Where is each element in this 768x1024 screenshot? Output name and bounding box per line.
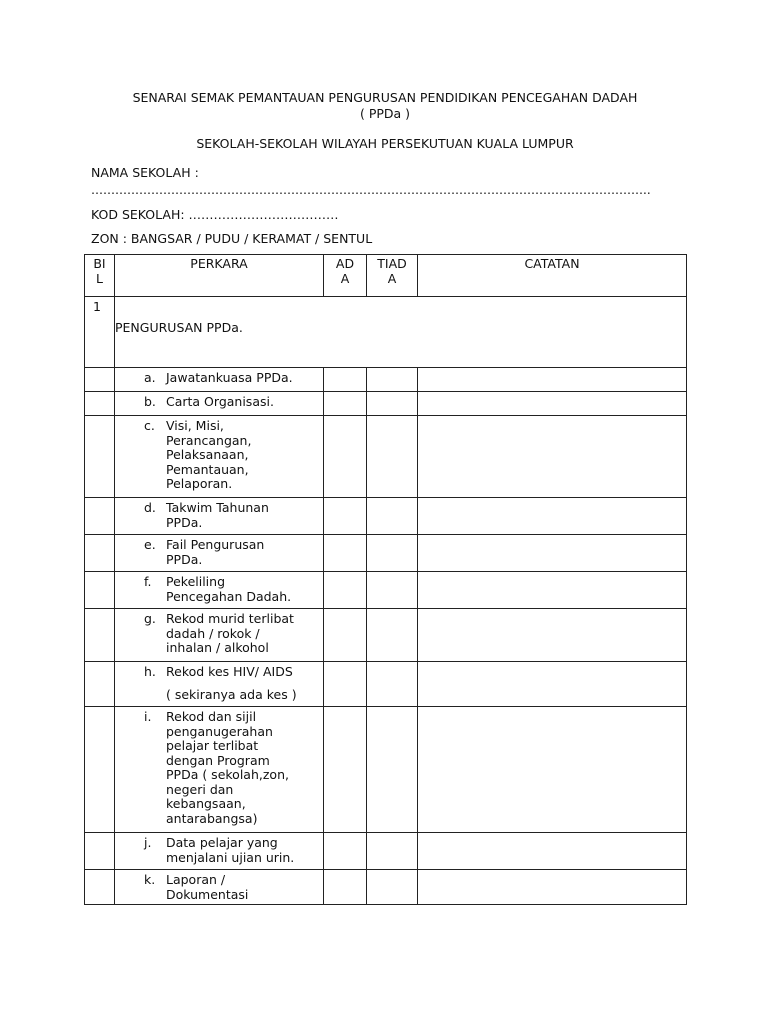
tiada-checkbox-cell[interactable] — [367, 572, 418, 609]
table-row — [85, 662, 687, 707]
item-letter: h. — [144, 664, 156, 679]
item-text-line: inhalan / alkohol — [166, 640, 269, 655]
item-text-line: PPDa. — [166, 551, 203, 567]
section-number: 1 — [85, 297, 115, 368]
tiada-checkbox-cell[interactable] — [367, 870, 418, 905]
section-row — [85, 297, 687, 368]
item-text — [166, 538, 323, 567]
catatan-cell[interactable] — [418, 498, 687, 535]
perkara-cell — [115, 392, 324, 416]
item-text-line: dengan Program — [166, 752, 270, 768]
nama-sekolah-label: NAMA SEKOLAH : — [91, 165, 199, 180]
item-text — [166, 501, 323, 530]
ada-checkbox-cell[interactable] — [324, 609, 367, 662]
perkara-cell — [115, 535, 324, 572]
ada-checkbox-cell[interactable] — [324, 416, 367, 498]
item-letter: j. — [144, 835, 152, 850]
ada-checkbox-cell[interactable] — [324, 707, 367, 833]
table-row — [85, 707, 687, 833]
bil-cell — [85, 833, 115, 870]
item-text-line: Rekod kes HIV/ AIDS — [166, 664, 293, 679]
table-row — [85, 833, 687, 870]
item-text-line: Dokumentasi — [166, 886, 249, 902]
table-row — [85, 609, 687, 662]
item-letter: e. — [144, 537, 156, 552]
item-text-line: Pekeliling — [166, 574, 226, 589]
item-text-line: Jawatankuasa PPDa. — [166, 370, 293, 385]
item-letter: c. — [144, 418, 155, 433]
bil-cell — [85, 662, 115, 707]
item-text — [166, 419, 323, 492]
item-text-line: Perancangan, — [166, 432, 252, 448]
table-row — [85, 498, 687, 535]
nama-sekolah-dots[interactable]: ………………………………………………………………………………………………………………………….. — [91, 183, 651, 197]
tiada-checkbox-cell[interactable] — [367, 662, 418, 707]
title-line-1: SENARAI SEMAK PEMANTAUAN PENGURUSAN PENDIDIKAN PENCEGAHAN DADAH — [132, 90, 638, 105]
bil-cell — [85, 870, 115, 905]
perkara-cell — [115, 498, 324, 535]
catatan-cell[interactable] — [418, 707, 687, 833]
tiada-checkbox-cell[interactable] — [367, 392, 418, 416]
bil-cell — [85, 707, 115, 833]
item-text-line: penganugerahan — [166, 723, 273, 739]
table-row — [85, 392, 687, 416]
catatan-cell[interactable] — [418, 662, 687, 707]
item-text-line: Fail Pengurusan — [166, 537, 265, 552]
ada-checkbox-cell[interactable] — [324, 572, 367, 609]
item-text-line: PPDa ( sekolah,zon, — [166, 767, 289, 782]
item-text — [166, 612, 323, 656]
item-text-line: Carta Organisasi. — [166, 394, 274, 409]
item-text-line: Pencegahan Dadah. — [166, 588, 292, 604]
bil-cell — [85, 416, 115, 498]
header-catatan: CATATAN — [418, 255, 687, 297]
title-line-2: ( PPDa ) — [359, 106, 411, 121]
ada-checkbox-cell[interactable] — [324, 392, 367, 416]
table-row — [85, 535, 687, 572]
item-letter: a. — [144, 370, 156, 385]
item-text — [166, 873, 323, 902]
ada-checkbox-cell[interactable] — [324, 833, 367, 870]
item-letter: b. — [144, 394, 156, 409]
item-text-line: Visi, Misi, — [166, 418, 224, 433]
ada-checkbox-cell[interactable] — [324, 870, 367, 905]
bil-cell — [85, 609, 115, 662]
table-row — [85, 416, 687, 498]
perkara-cell — [115, 833, 324, 870]
item-text-line: ( sekiranya ada kes ) — [166, 686, 297, 702]
perkara-cell — [115, 368, 324, 392]
document-title — [85, 90, 685, 122]
item-text — [166, 371, 323, 386]
perkara-cell — [115, 870, 324, 905]
item-text-line: Data pelajar yang — [166, 835, 278, 850]
table-row — [85, 368, 687, 392]
catatan-cell[interactable] — [418, 416, 687, 498]
tiada-checkbox-cell[interactable] — [367, 833, 418, 870]
perkara-cell — [115, 416, 324, 498]
item-text — [166, 665, 323, 702]
kod-sekolah-label[interactable]: KOD SEKOLAH: ……………………………… — [91, 207, 339, 222]
catatan-cell[interactable] — [418, 368, 687, 392]
catatan-cell[interactable] — [418, 833, 687, 870]
checklist-table — [84, 254, 687, 905]
perkara-cell — [115, 662, 324, 707]
header-perkara: PERKARA — [115, 255, 324, 297]
catatan-cell[interactable] — [418, 392, 687, 416]
header-bil: BI L — [85, 255, 115, 297]
perkara-cell — [115, 707, 324, 833]
item-text-line: PPDa. — [166, 514, 203, 530]
item-text — [166, 395, 323, 410]
item-text — [166, 836, 323, 865]
catatan-cell[interactable] — [418, 870, 687, 905]
bil-cell — [85, 572, 115, 609]
item-letter: d. — [144, 500, 156, 515]
item-text-line: menjalani ujian urin. — [166, 849, 295, 865]
item-text-line: Rekod dan sijil — [166, 709, 257, 724]
tiada-checkbox-cell[interactable] — [367, 535, 418, 572]
bil-cell — [85, 368, 115, 392]
tiada-checkbox-cell[interactable] — [367, 498, 418, 535]
item-letter: g. — [144, 611, 156, 626]
document-subtitle: SEKOLAH-SEKOLAH WILAYAH PERSEKUTUAN KUALA LUMPUR — [196, 136, 574, 151]
item-text — [166, 710, 323, 826]
item-text-line: pelajar terlibat — [166, 738, 259, 753]
zon-label: ZON : BANGSAR / PUDU / KERAMAT / SENTUL — [91, 231, 373, 246]
catatan-cell[interactable] — [418, 609, 687, 662]
header-ada: AD A — [324, 255, 367, 297]
item-text — [166, 575, 323, 604]
tiada-checkbox-cell[interactable] — [367, 707, 418, 833]
catatan-cell[interactable] — [418, 572, 687, 609]
perkara-cell — [115, 572, 324, 609]
item-text-line: Pelaporan. — [166, 476, 233, 491]
item-text-line: Rekod murid terlibat — [166, 611, 294, 626]
table-row — [85, 572, 687, 609]
table-header-row — [85, 255, 687, 297]
header-tiada: TIAD A — [367, 255, 418, 297]
item-letter: i. — [144, 709, 152, 724]
bil-cell — [85, 535, 115, 572]
item-text-line: kebangsaan, — [166, 796, 246, 811]
item-text-line: Pelaksanaan, — [166, 447, 249, 462]
item-text-line: antarabangsa) — [166, 810, 258, 826]
ada-checkbox-cell[interactable] — [324, 368, 367, 392]
bil-cell — [85, 498, 115, 535]
item-text-line: Pemantauan, — [166, 461, 249, 477]
tiada-checkbox-cell[interactable] — [367, 368, 418, 392]
bil-cell — [85, 392, 115, 416]
tiada-checkbox-cell[interactable] — [367, 416, 418, 498]
ada-checkbox-cell[interactable] — [324, 662, 367, 707]
table-row — [85, 870, 687, 905]
ada-checkbox-cell[interactable] — [324, 535, 367, 572]
tiada-checkbox-cell[interactable] — [367, 609, 418, 662]
item-letter: f. — [144, 574, 152, 589]
item-text-line: negeri dan — [166, 781, 234, 797]
perkara-cell — [115, 609, 324, 662]
catatan-cell[interactable] — [418, 535, 687, 572]
item-text-line: Laporan / — [166, 872, 226, 887]
section-title: PENGURUSAN PPDa. — [115, 297, 687, 368]
item-text-line: Takwim Tahunan — [166, 500, 269, 515]
item-text-line: dadah / rokok / — [166, 625, 260, 641]
ada-checkbox-cell[interactable] — [324, 498, 367, 535]
item-letter: k. — [144, 872, 156, 887]
